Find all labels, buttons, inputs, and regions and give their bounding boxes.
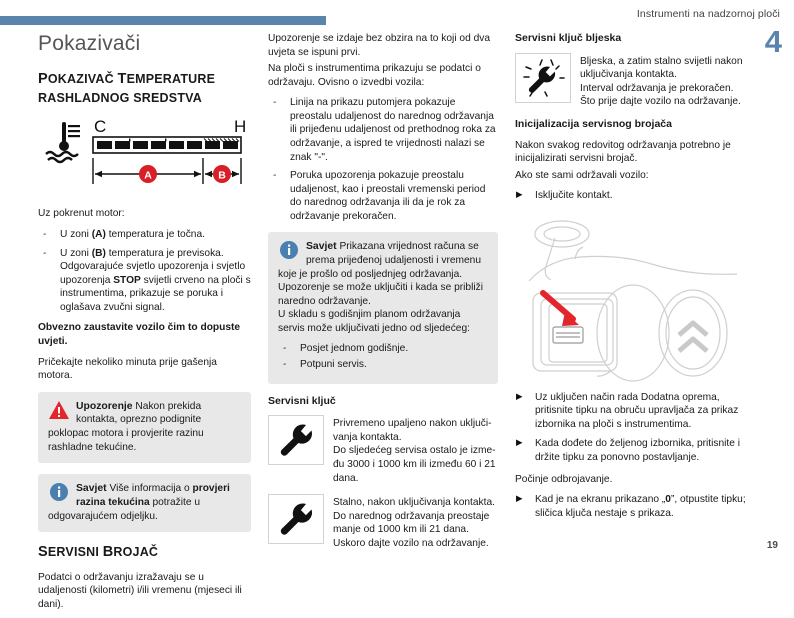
tip-callout-bold: provjeri razina tekućina bbox=[76, 483, 230, 508]
service-key-row-permanent bbox=[268, 494, 498, 550]
coolant-gauge-figure bbox=[38, 114, 251, 197]
zone-marker-a-label: A bbox=[144, 169, 152, 182]
svg-text:H: H bbox=[234, 117, 247, 137]
wrench-icon bbox=[268, 415, 324, 465]
warning-condition-paragraph: Upozorenje se izdaje bez obzira na to koji od dva uvjeta se ispuni prvi. bbox=[268, 33, 490, 58]
wait-before-shutdown-text: Pričekajte nekoliko minuta prije gašenja motora. bbox=[38, 356, 217, 382]
counter-init-paragraph-1: Nakon svakog redovitog održavanja potrebno je inicijalizirati servisni brojač. bbox=[515, 139, 731, 165]
engine-running-intro: Uz pokrenut motor: bbox=[38, 208, 125, 220]
section-heading-service-key-blinking: Servisni ključ bljeska bbox=[515, 32, 622, 44]
zone-marker-b-label: B bbox=[218, 169, 226, 182]
list-item: ▶ Uz uključen način rada Dodatna oprema, pritisnite tipku na obruču upravljača za prikaz izbornika na ploči s instrumentima. bbox=[515, 391, 755, 432]
service-counter-paragraph: Podatci o održavanju izražavaju se u udaljenosti (kilometri) i/ili vremenu (mjeseci ili dani). bbox=[38, 571, 242, 610]
counter-init-final-step bbox=[515, 493, 755, 520]
chapter-number: 4 bbox=[764, 24, 782, 59]
counter-init-paragraph-2: Ako ste sami održavali vozilo: bbox=[515, 169, 649, 181]
list-item: - Potpuni servis. bbox=[278, 358, 488, 372]
wrench-icon bbox=[268, 494, 324, 544]
middle-column bbox=[268, 32, 498, 559]
info-circle-icon bbox=[48, 482, 70, 502]
coolant-zone-list bbox=[38, 228, 251, 314]
steering-wheel-dashboard-illustration bbox=[515, 211, 755, 381]
svg-text:C: C bbox=[94, 117, 107, 137]
service-key-blinking-line-1: Bljeska, a zatim stalno svijetli nakon uključivanja kontakta. bbox=[580, 55, 743, 81]
list-item: - Linija na prikazu putomjera pokazuje preostalu udaljenost do narednog održavanja ili prijeđenu udaljenost od prethodnog roka za održavanje, a ispred te vrijednosti nalazi se znak "-". bbox=[268, 96, 498, 164]
stop-vehicle-warning-text: Obvezno zaustavite vozilo čim to dopuste uvjeti. bbox=[38, 322, 241, 347]
tip-callout-middle-body-1: Prikazana vrijednost računa se prema prijeđenoj udaljenosti i vremenu koje je prošlo od posljednjeg održavanja. bbox=[278, 241, 481, 280]
counter-init-steps bbox=[515, 391, 755, 465]
list-item: - Posjet jednom godišnje. bbox=[278, 342, 488, 356]
service-key-permanent-text bbox=[333, 494, 498, 550]
counter-init-first-step bbox=[515, 189, 755, 203]
service-key-row-temporary bbox=[268, 415, 498, 485]
service-key-temporary-line-1: Privremeno upaljeno nakon uključi-vanja kontakta. bbox=[333, 418, 492, 443]
list-item: ▶ Kad je na ekranu prikazano „0”, otpustite tipku; sličica ključa nestaje s prikaza. bbox=[515, 493, 755, 520]
service-key-blinking-line-3: Što prije dajte vozilo na održavanje. bbox=[580, 96, 741, 108]
service-key-permanent-line-2: Do narednog održavanja preostaje manje od 1000 km ili 21 dana. bbox=[333, 510, 490, 536]
tip-callout-middle-body-3: U skladu s godišnjim planom održavanja servis može uključivati jedno od sljedećeg: bbox=[278, 309, 470, 334]
maintenance-display-list bbox=[268, 96, 498, 223]
service-key-temporary-line-2: Do sljedećeg servisa ostalo je izme-đu 3000 i 1000 km ili između 60 i 21 dana. bbox=[333, 445, 496, 484]
list-item: - Poruka upozorenja pokazuje preostalu udaljenost, kao i preostali vremenski period do narednog održavanja ili da je rok za održavanje prekoračen. bbox=[268, 169, 498, 223]
instrument-panel-paragraph: Na ploči s instrumentima prikazuju se podatci o održavaju. Ovisno o izvedbi vozila: bbox=[268, 63, 481, 88]
zero-value: 0 bbox=[665, 494, 671, 506]
warning-callout-title: Upozorenje bbox=[76, 400, 133, 412]
header-accent-bar bbox=[0, 16, 326, 25]
list-item: ▶ Isključite kontakt. bbox=[515, 189, 755, 203]
warning-triangle-icon bbox=[48, 400, 70, 420]
warning-callout bbox=[38, 392, 251, 464]
service-key-permanent-line-1: Stalno, nakon uključivanja kontakta. bbox=[333, 497, 495, 509]
coolant-temperature-icon bbox=[46, 122, 80, 162]
service-key-blinking-text bbox=[580, 53, 755, 109]
list-item: - U zoni (B) temperatura je previsoka. Odgovarajuće svjetlo upozorenja i svjetlo upozorenja STOP svijetli crveno na ploči s instrumentima, prikazuje se poruka i oglašava zvučni signal. bbox=[38, 247, 251, 315]
left-column bbox=[38, 32, 251, 618]
page-title: Pokazivači bbox=[38, 32, 141, 55]
section-heading-coolant-gauge: POKAZIVAČ TEMPERATURE RASHLADNOG SREDSTVA bbox=[38, 71, 216, 105]
service-key-blinking-row bbox=[515, 53, 755, 109]
service-options-list bbox=[278, 342, 488, 372]
countdown-start-text: Počinje odbrojavanje. bbox=[515, 473, 613, 485]
section-heading-counter-init: Inicijalizacija servisnog brojača bbox=[515, 117, 672, 130]
tip-callout-middle-body-2: Upozorenje se može uključiti i kada se približi naredno održavanje. bbox=[278, 282, 483, 307]
tip-callout-middle-title: Savjet bbox=[306, 241, 337, 253]
page-number: 19 bbox=[766, 540, 778, 551]
service-key-blinking-line-2: Interval održavanja je prekoračen. bbox=[580, 82, 734, 94]
tip-callout-title: Savjet bbox=[76, 483, 107, 495]
service-key-permanent-line-3: Uskoro dajte vozilo na održavanje. bbox=[333, 537, 489, 549]
section-heading-service-key: Servisni ključ bbox=[268, 394, 336, 407]
running-header-title: Instrumenti na nadzornoj ploči bbox=[636, 8, 780, 20]
brand-chevrons-logo bbox=[679, 323, 707, 351]
stop-vehicle-warning bbox=[38, 321, 251, 348]
list-item: - U zoni (A) temperatura je točna. bbox=[38, 228, 251, 242]
right-column bbox=[515, 32, 755, 528]
section-heading-service-counter: SERVISNI BROJAČ bbox=[38, 544, 159, 561]
service-key-temporary-text bbox=[333, 415, 498, 485]
tip-callout-middle bbox=[268, 232, 498, 383]
info-circle-icon bbox=[278, 240, 300, 260]
warning-callout-body: Nakon prekida kontakta, oprezno podignite poklopac motora i provjerite razinu rashladne tekućine. bbox=[48, 400, 204, 453]
wrench-blinking-icon bbox=[515, 53, 571, 103]
tip-callout-body: Više informacija o provjeri razina tekućina potražite u odgovarajućem odjeljku. bbox=[48, 483, 230, 522]
tip-callout bbox=[38, 474, 251, 532]
list-item: ▶ Kada dođete do željenog izbornika, pritisnite i držite tipku za ponovno postavljanje. bbox=[515, 437, 755, 464]
